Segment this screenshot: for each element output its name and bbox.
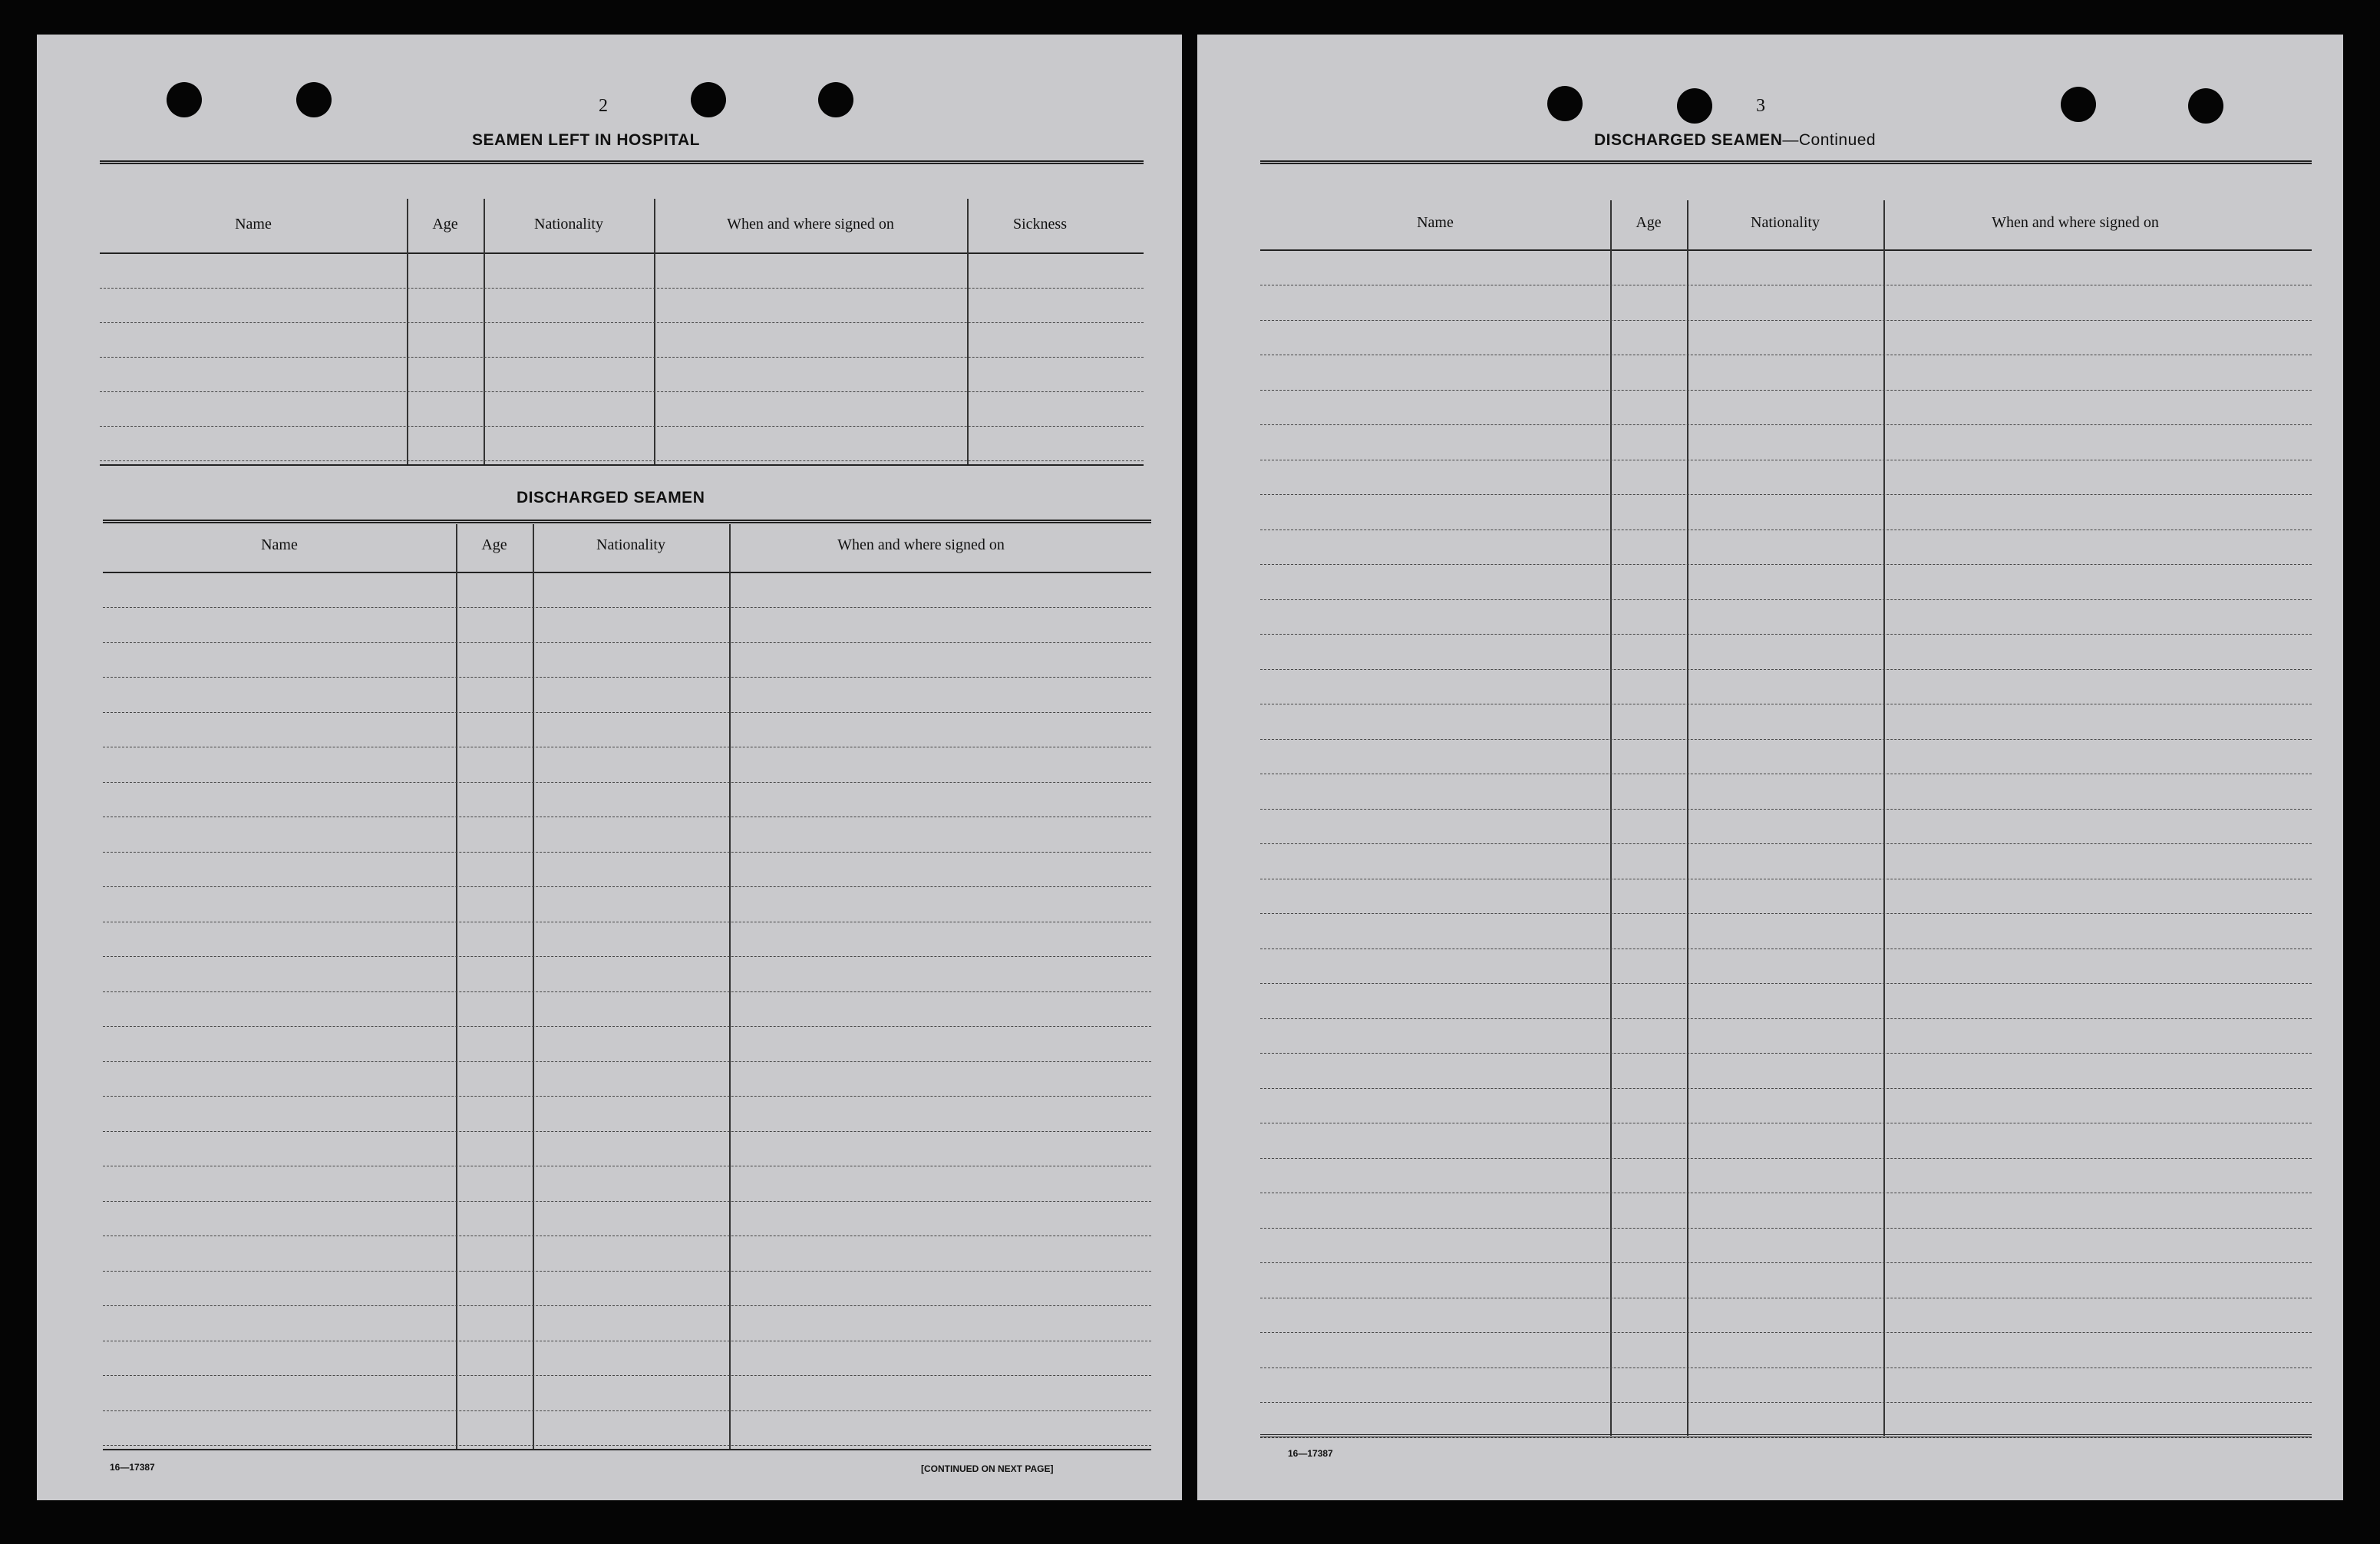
- column-divider: [407, 199, 408, 464]
- table-row: [100, 357, 1144, 358]
- table-row: [1260, 320, 2312, 321]
- continued-note: [CONTINUED ON NEXT PAGE]: [921, 1463, 1054, 1474]
- form-number: 16—17387: [110, 1462, 155, 1473]
- punch-hole: [691, 82, 726, 117]
- hospital-table: [100, 160, 1144, 467]
- table-row: [1260, 983, 2312, 984]
- table-row: [1260, 913, 2312, 914]
- table-row: [103, 712, 1151, 713]
- col-header-sickness: Sickness: [1013, 216, 1067, 233]
- table-row: [103, 1410, 1151, 1411]
- table-row: [1260, 843, 2312, 844]
- column-divider: [1883, 200, 1885, 1436]
- discharged-table: [103, 520, 1151, 1452]
- table-row: [1260, 424, 2312, 425]
- table-row: [100, 426, 1144, 427]
- table-row: [103, 1375, 1151, 1376]
- table-row: [1260, 1402, 2312, 1403]
- left-page: [37, 35, 1182, 1500]
- table-row: [1260, 599, 2312, 600]
- col-header-signed-on: When and where signed on: [837, 536, 1005, 553]
- col-header-name: Name: [235, 216, 272, 233]
- page-number: 3: [1756, 96, 1765, 116]
- punch-hole: [2188, 88, 2223, 124]
- column-divider: [1610, 200, 1612, 1436]
- header-rule: [103, 572, 1151, 573]
- table-row: [1260, 669, 2312, 670]
- col-header-age: Age: [1636, 214, 1662, 231]
- table-top-rule: [100, 160, 1144, 164]
- table-row: [103, 1026, 1151, 1027]
- form-number: 16—17387: [1288, 1448, 1333, 1459]
- discharged-continued-table: [1260, 160, 2312, 1438]
- table-row: [103, 1445, 1151, 1446]
- table-bottom-rule: [1260, 1434, 2312, 1440]
- col-header-age: Age: [432, 216, 458, 233]
- table-bottom-rule: [100, 464, 1144, 468]
- table-row: [100, 460, 1144, 461]
- table-row: [1260, 1158, 2312, 1159]
- table-row: [103, 782, 1151, 783]
- table-row: [1260, 1228, 2312, 1229]
- column-divider: [729, 524, 731, 1450]
- column-divider: [967, 199, 969, 464]
- discharged-section-title: DISCHARGED SEAMEN: [517, 489, 705, 506]
- table-row: [103, 852, 1151, 853]
- punch-hole: [167, 82, 202, 117]
- table-row: [1260, 564, 2312, 565]
- table-row: [103, 1096, 1151, 1097]
- table-row: [103, 1305, 1151, 1306]
- table-row: [1260, 1053, 2312, 1054]
- col-header-nationality: Nationality: [1751, 214, 1820, 231]
- table-row: [1260, 1088, 2312, 1089]
- table-row: [1260, 390, 2312, 391]
- punch-hole: [2061, 87, 2096, 122]
- col-header-name: Name: [261, 536, 298, 553]
- table-top-rule: [103, 520, 1151, 523]
- header-rule: [1260, 249, 2312, 251]
- table-bottom-rule: [103, 1449, 1151, 1453]
- col-header-nationality: Nationality: [534, 216, 603, 233]
- table-row: [103, 1061, 1151, 1062]
- col-header-name: Name: [1417, 214, 1454, 231]
- table-row: [103, 1271, 1151, 1272]
- page-number: 2: [599, 96, 608, 116]
- column-divider: [484, 199, 485, 464]
- table-row: [1260, 1332, 2312, 1333]
- hospital-section-title: SEAMEN LEFT IN HOSPITAL: [472, 131, 700, 149]
- column-divider: [654, 199, 655, 464]
- column-divider: [1687, 200, 1688, 1436]
- col-header-age: Age: [481, 536, 507, 553]
- table-row: [103, 1131, 1151, 1132]
- table-row: [1260, 634, 2312, 635]
- table-row: [103, 607, 1151, 608]
- column-divider: [456, 524, 457, 1450]
- header-rule: [100, 252, 1144, 254]
- table-row: [100, 288, 1144, 289]
- table-row: [100, 322, 1144, 323]
- table-row: [103, 956, 1151, 957]
- table-row: [100, 391, 1144, 392]
- table-row: [103, 642, 1151, 643]
- col-header-signed-on: When and where signed on: [727, 216, 894, 233]
- column-divider: [533, 524, 534, 1450]
- section-title-text: DISCHARGED SEAMEN: [1594, 131, 1783, 149]
- punch-hole: [296, 82, 332, 117]
- discharged-continued-title: [1594, 131, 1876, 150]
- table-row: [1260, 1018, 2312, 1019]
- table-row: [1260, 1367, 2312, 1368]
- table-row: [103, 677, 1151, 678]
- table-row: [1260, 1262, 2312, 1263]
- section-title-suffix: —Continued: [1782, 131, 1877, 149]
- punch-hole: [1677, 88, 1712, 124]
- table-row: [1260, 739, 2312, 740]
- right-page: [1197, 35, 2343, 1500]
- table-row: [1260, 494, 2312, 495]
- table-row: [103, 991, 1151, 992]
- table-row: [103, 1201, 1151, 1202]
- table-row: [103, 886, 1151, 887]
- table-row: [1260, 809, 2312, 810]
- punch-hole: [818, 82, 853, 117]
- col-header-nationality: Nationality: [596, 536, 665, 553]
- punch-hole: [1547, 86, 1583, 121]
- table-top-rule: [1260, 160, 2312, 164]
- col-header-signed-on: When and where signed on: [1992, 214, 2159, 231]
